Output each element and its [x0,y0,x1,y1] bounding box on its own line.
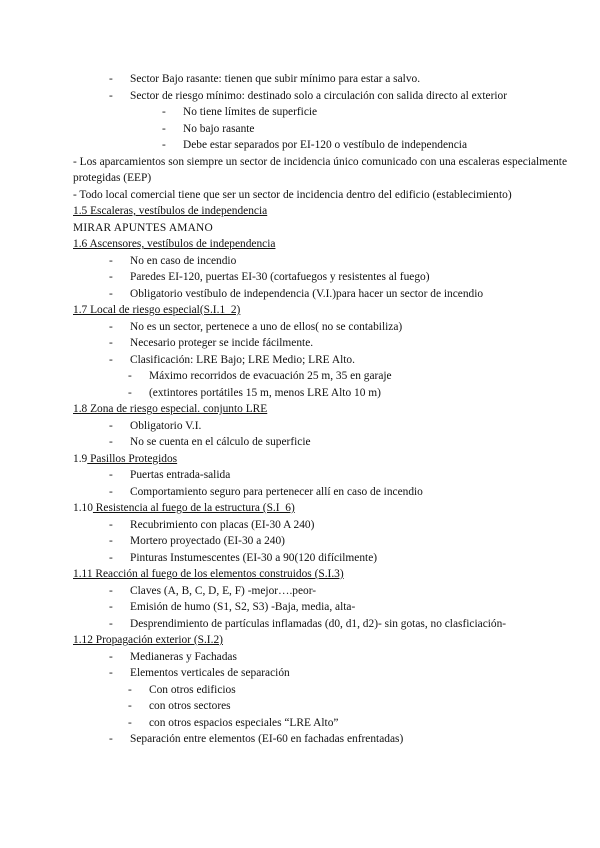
bullet-dash: - [109,650,113,663]
list-item: - Máximo recorridos de evacuación 25 m, 35 en garaje [73,368,573,385]
list-item: - Recubrimiento con placas (EI-30 A 240) [73,517,573,534]
list-item: - Mortero proyectado (EI-30 a 240) [73,533,573,550]
bullet-dash: - [109,535,113,547]
bullet-dash: - [109,733,113,745]
document-body [73,71,573,748]
list-item: - Elementos verticales de separación [73,665,573,682]
bullet-dash: - [109,353,113,366]
bullet-dash: - [109,601,113,613]
list-item: - No se cuenta en el cálculo de superficie [73,434,573,451]
list-item: - Obligatorio vestíbulo de independencia (V.I.)para hacer un sector de incendio [73,286,573,303]
list-item: - Debe estar separados por EI-120 o vestíbulo de independencia [73,137,573,154]
list-item: - Emisión de humo (S1, S2, S3) -Baja, media, alta- [73,599,573,616]
bullet-dash: - [109,584,113,597]
list-item: - Sector de riesgo mínimo: destinado solo a circulación con salida directo al exterior [73,88,573,105]
list-item: - (extintores portátiles 15 m, menos LRE Alto 10 m) [73,385,573,402]
bullet-dash: - [109,337,113,349]
bullet-dash: - [109,518,113,531]
bullet-dash: - [109,271,113,283]
bullet-dash: - [109,485,113,498]
bullet-dash: - [109,551,113,564]
section-heading-1-6: 1.6 Ascensores, vestíbulos de independencia [73,238,276,250]
bullet-dash: - [109,89,113,102]
section-heading-1-9: 1.9 Pasillos Protegidos [73,452,178,465]
bullet-dash: - [109,469,113,481]
list-item: - Clasificación: LRE Bajo; LRE Medio; LRE Alto. [73,352,573,369]
section-heading-1-8: 1.8 Zona de riesgo especial. conjunto LRE [73,403,268,415]
bullet-dash: - [109,254,113,267]
list-item: - Desprendimiento de partículas inflamadas (d0, d1, d2)- sin gotas, no clasficiación- [73,616,573,633]
list-item: - No es un sector, pertenece a uno de ellos( no se contabiliza) [73,319,573,336]
list-item: - No tiene límites de superficie [73,104,573,121]
bullet-dash: - [109,436,113,448]
list-item: - Obligatorio V.I. [73,418,573,435]
bullet-dash: - [162,139,166,151]
list-item: - Con otros edificios [73,682,573,699]
bullet-dash: - [162,106,166,118]
list-item: - No en caso de incendio [73,253,573,270]
bullet-dash: - [109,73,113,85]
list-item: - Puertas entrada-salida [73,467,573,484]
bullet-dash: - [128,386,132,399]
bullet-dash: - [109,419,113,432]
section-heading-1-10: 1.10 Resistencia al fuego de la estructura (S.I_6) [73,502,295,514]
list-item: - Pinturas Instumescentes (EI-30 a 90(120 difícilmente) [73,550,573,567]
bullet-dash: - [128,700,132,712]
list-item: - No bajo rasante [73,121,573,138]
list-item: - Comportamiento seguro para pertenecer allí en caso de incendio [73,484,573,501]
bullet-dash: - [109,287,113,300]
section-heading-1-7: 1.7 Local de riesgo especial(S.I.1_2) [73,304,241,316]
list-item: - Sector Bajo rasante: tienen que subir mínimo para estar a salvo. [73,71,573,88]
paragraph: - Todo local comercial tiene que ser un sector de incidencia dentro del edificio (establecimiento) [73,188,512,201]
bullet-dash: - [128,683,132,696]
bullet-dash: - [128,716,132,729]
section-heading-1-12: 1.12 Propagación exterior (S.I.2) [73,634,223,646]
list-item: - Separación entre elementos (EI-60 en fachadas enfrentadas) [73,731,573,748]
list-item: - con otros sectores [73,698,573,715]
list-item: - Necesario proteger se incide fácilmente. [73,335,573,352]
list-item: - Paredes EI-120, puertas EI-30 (cortafuegos y resistentes al fuego) [73,269,573,286]
list-item: - Medianeras y Fachadas [73,649,573,666]
list-item: - con otros espacios especiales “LRE Alto” [73,715,573,732]
bullet-dash: - [109,667,113,679]
section-heading-1-11: 1.11 Reacción al fuego de los elementos construidos (S.I.3) [73,568,344,580]
note-text: MIRAR APUNTES AMANO [73,221,213,234]
bullet-dash: - [162,122,166,135]
bullet-dash: - [128,370,132,382]
paragraph: - Los aparcamientos son siempre un sector de incidencia único comunicado con una escaleras especialmente protegidas (EEP) [73,155,568,184]
bullet-dash: - [109,320,113,333]
section-heading-1-5: 1.5 Escaleras, vestíbulos de independencia [73,205,268,217]
list-item: - Claves (A, B, C, D, E, F) -mejor….peor- [73,583,573,600]
bullet-dash: - [109,617,113,630]
